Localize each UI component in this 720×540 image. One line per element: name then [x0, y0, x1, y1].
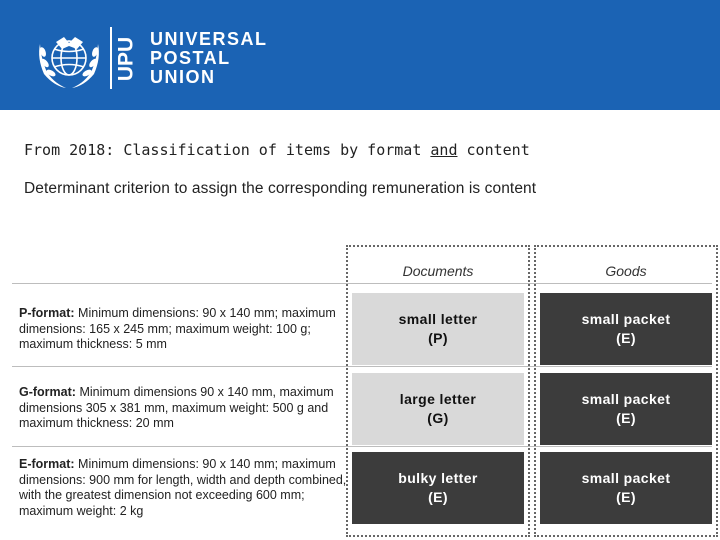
title-suffix: content [457, 141, 530, 159]
classification-cell [540, 373, 712, 445]
item-name: small packet [581, 311, 671, 327]
title-prefix: From 2018: Classification of items by format [24, 141, 431, 159]
item-code: (E) [616, 330, 636, 346]
brand-line: POSTAL [150, 48, 231, 68]
item-code: (E) [428, 489, 448, 505]
format-label: G-format: [19, 385, 76, 399]
item-name: small packet [581, 391, 671, 407]
format-description [19, 457, 349, 519]
column-header-documents: Documents [402, 263, 474, 279]
classification-cell [352, 373, 524, 445]
format-text: Minimum dimensions 90 x 140 mm, maximum dimensions 305 x 381 mm, maximum weight: 500 g and maximum thickness: 20 mm [19, 385, 334, 430]
classification-cell [352, 452, 524, 524]
item-name: bulky letter [398, 470, 478, 486]
slide-subtitle: Determinant criterion to assign the corresponding remuneration is content [24, 180, 537, 197]
upu-abbr-text: UPU [114, 36, 138, 82]
format-text: Minimum dimensions: 90 x 140 mm; maximum dimensions: 900 mm for length, width and depth combined, with the greatest dimension not exceeding 600 mm; maximum weight: 2 kg [19, 457, 347, 518]
item-code: (P) [428, 330, 448, 346]
header-banner [0, 0, 720, 110]
item-name: small packet [581, 470, 671, 486]
item-code: (G) [427, 410, 449, 426]
classification-cell [352, 293, 524, 365]
title-emphasis: and [430, 141, 458, 159]
format-description [19, 306, 349, 353]
format-description [19, 385, 349, 432]
format-text: Minimum dimensions: 90 x 140 mm; maximum dimensions: 165 x 245 mm; maximum weight: 100 g; maximum thickness: 5 mm [19, 306, 336, 351]
brand-line: UNIVERSAL [150, 29, 268, 49]
column-header-goods: Goods [605, 263, 647, 279]
item-code: (E) [616, 489, 636, 505]
classification-cell [540, 452, 712, 524]
item-code: (E) [616, 410, 636, 426]
format-label: E-format: [19, 457, 75, 471]
upu-emblem-icon [34, 30, 104, 90]
brand-wordmark [150, 30, 268, 87]
slide-title [24, 141, 530, 159]
classification-cell [540, 293, 712, 365]
format-label: P-format: [19, 306, 75, 320]
item-name: large letter [399, 391, 477, 407]
upu-abbreviation [112, 28, 142, 90]
item-name: small letter [398, 311, 478, 327]
brand-line: UNION [150, 67, 216, 87]
